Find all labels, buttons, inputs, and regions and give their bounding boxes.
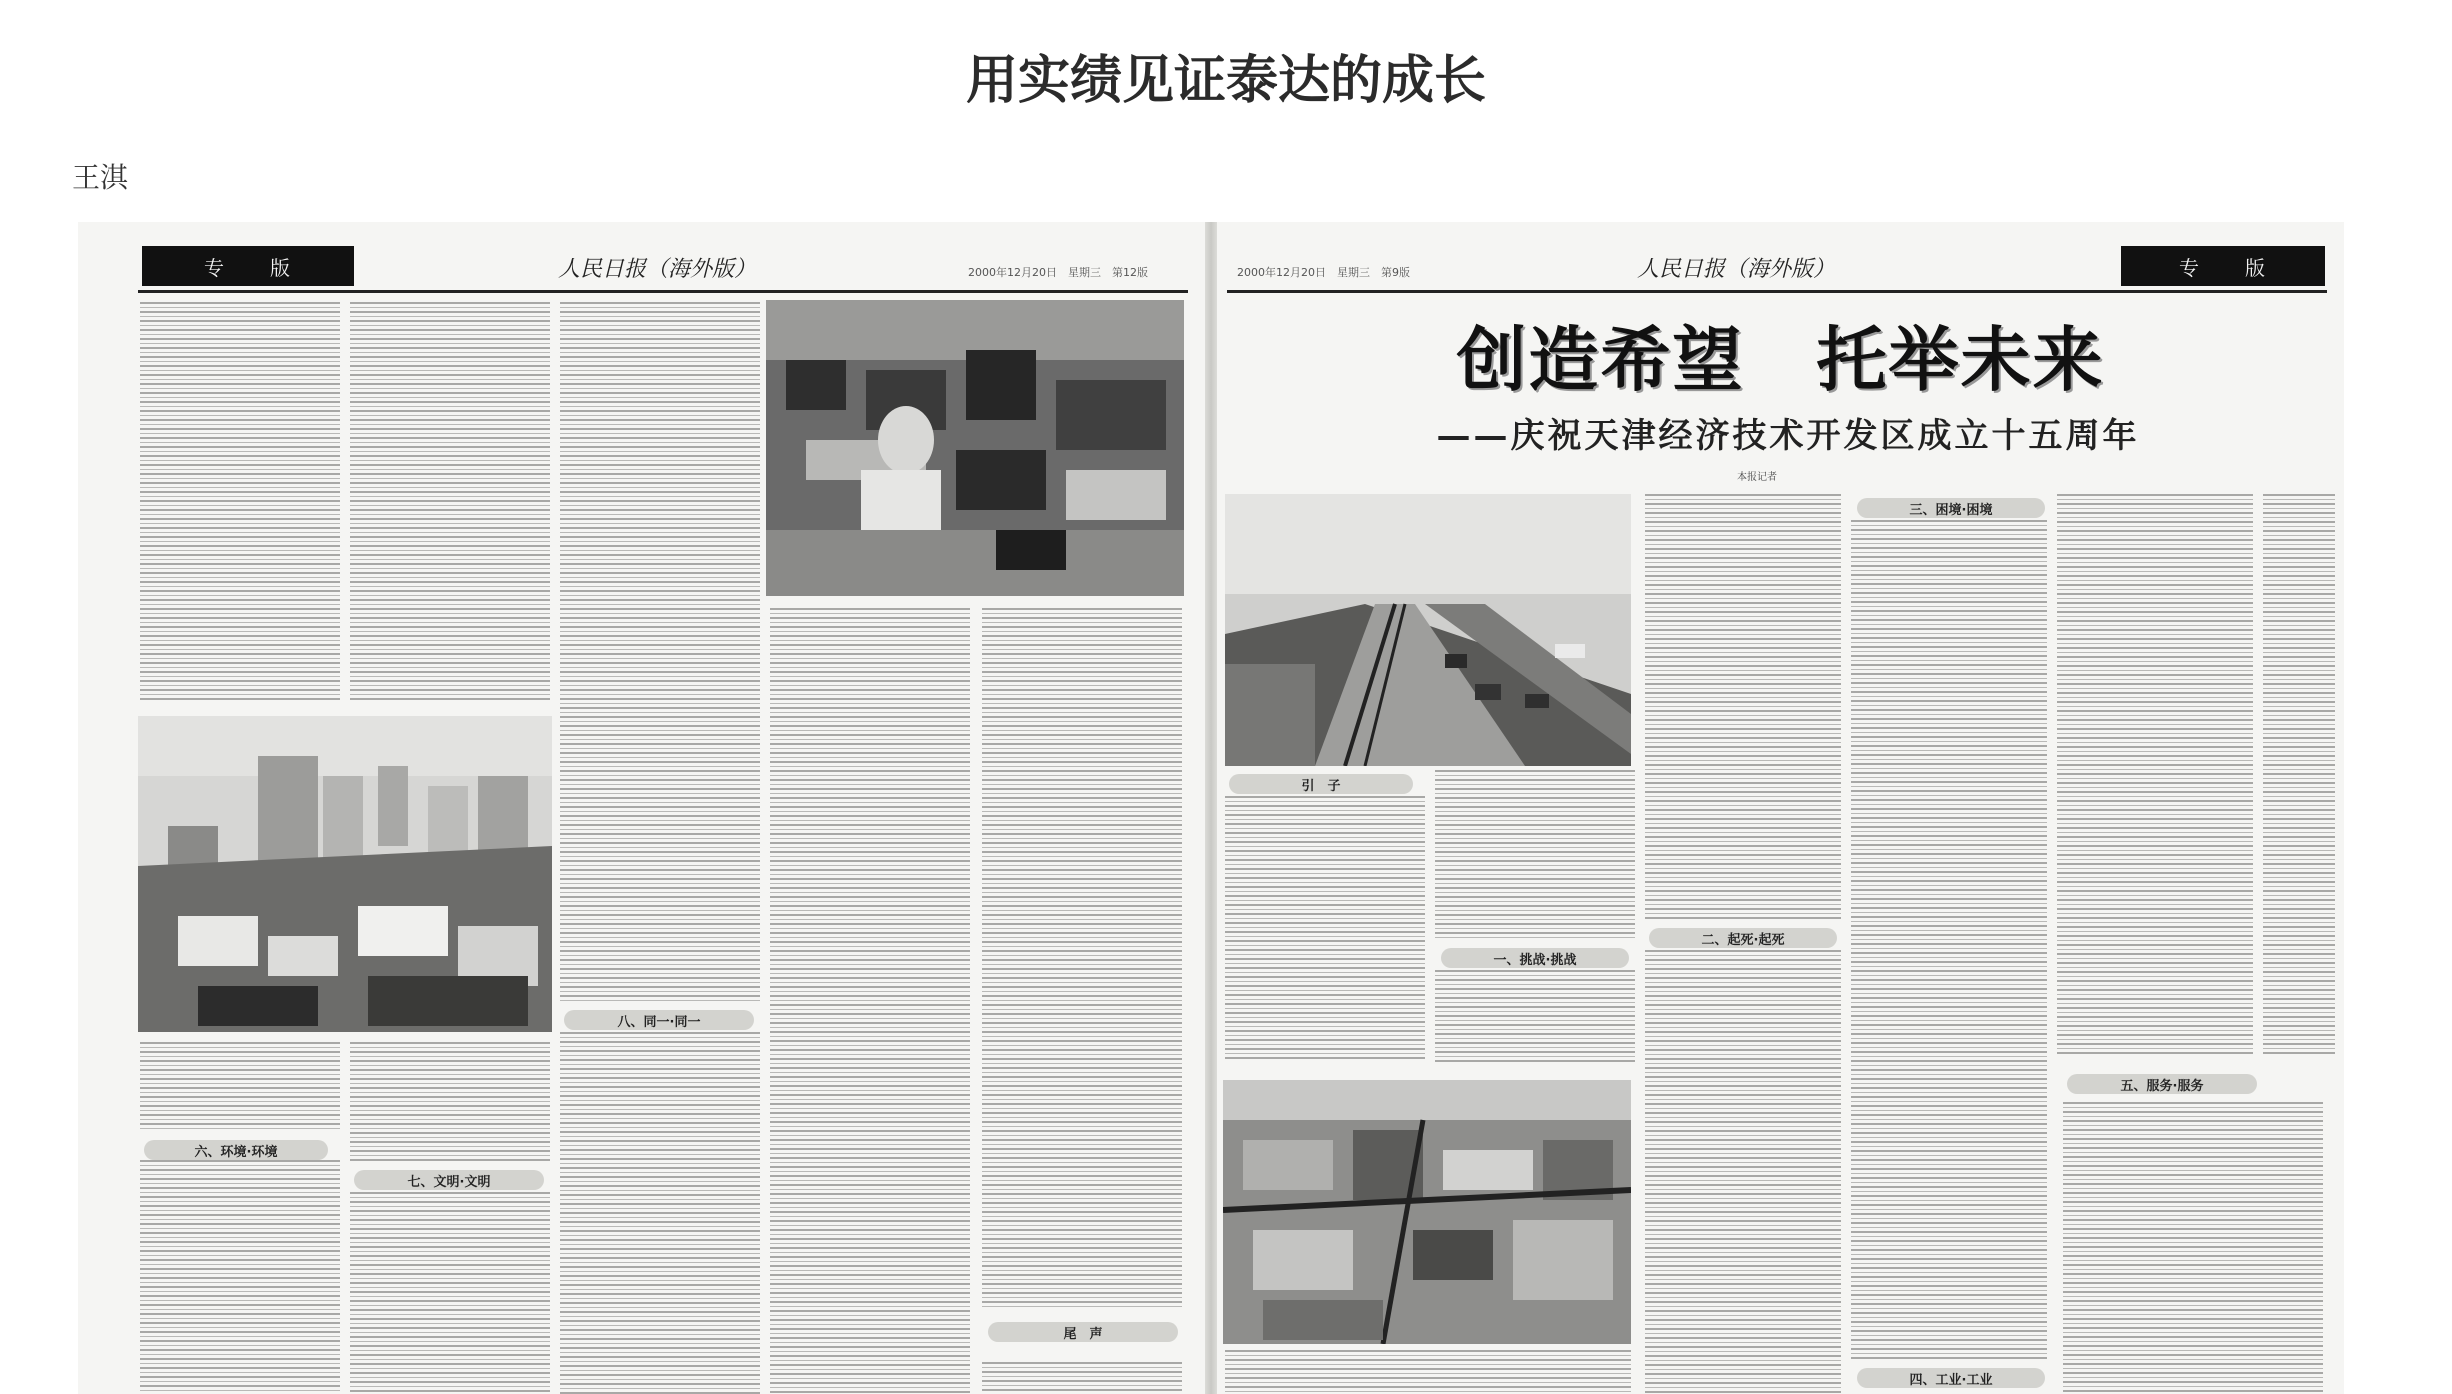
right-paper-name: 人民日报（海外版） <box>1637 257 1836 282</box>
page-fold <box>1205 222 1217 1394</box>
photo-aerial-district <box>1223 1080 1631 1344</box>
left-section-tab: 专 版 <box>142 246 354 286</box>
text-column <box>350 1042 550 1162</box>
text-column <box>1225 796 1425 1062</box>
subhead-epilogue: 尾 声 <box>988 1322 1178 1342</box>
newspaper-right-page <box>1217 222 2344 1394</box>
text-column <box>2063 1102 2323 1394</box>
subhead-civilization: 七、文明·文明 <box>354 1170 544 1190</box>
left-paper-name: 人民日报（海外版） <box>558 257 757 282</box>
subhead-unity: 八、同一·同一 <box>564 1010 754 1030</box>
subhead-industry: 四、工业·工业 <box>1857 1368 2045 1388</box>
subhead-challenge: 一、挑战·挑战 <box>1441 948 1629 968</box>
photo-city-buildings <box>138 716 552 1032</box>
text-column <box>2263 494 2335 1054</box>
text-column <box>2057 494 2253 1054</box>
subhead-service: 五、服务·服务 <box>2067 1074 2257 1094</box>
photo-factory-workshop-image <box>766 300 1184 596</box>
article-title: 用实绩见证泰达的成长 <box>965 51 1486 111</box>
newspaper-scan-image <box>78 222 2344 1394</box>
subhead-difficulty: 三、困境·困境 <box>1857 498 2045 518</box>
text-column <box>982 608 1182 1308</box>
text-column <box>1435 970 1635 1062</box>
text-column <box>560 302 760 1002</box>
text-column <box>560 1032 760 1394</box>
subhead-revival: 二、起死·起死 <box>1649 928 1837 948</box>
left-masthead-rule <box>138 290 1188 293</box>
text-column <box>1645 950 1841 1394</box>
newspaper-left-page <box>78 222 1205 1394</box>
text-column <box>1225 1350 1631 1394</box>
text-column <box>140 1042 340 1132</box>
subhead-environment: 六、环境·环境 <box>144 1140 328 1160</box>
article-author: 王淇 <box>72 161 129 194</box>
subhead-introduction: 引 子 <box>1229 774 1413 794</box>
headline-sub: ——庆祝天津经济技术开发区成立十五周年 <box>1436 416 2140 456</box>
right-section-tab: 专 版 <box>2121 246 2325 286</box>
text-column <box>1645 494 1841 920</box>
text-column <box>140 302 340 702</box>
left-dateline: 2000年12月20日 星期三 第12版 <box>968 266 1148 279</box>
byline: 本报记者 <box>1737 472 1777 483</box>
right-dateline: 2000年12月20日 星期三 第9版 <box>1237 266 1410 279</box>
photo-city-buildings-image <box>138 716 552 1032</box>
right-masthead-rule <box>1227 290 2327 293</box>
text-column <box>1851 520 2047 1360</box>
text-column <box>350 302 550 702</box>
text-column <box>1435 770 1635 940</box>
photo-highway-image <box>1225 494 1631 766</box>
text-column <box>982 1362 1182 1394</box>
text-column <box>350 1192 550 1394</box>
text-column <box>140 1160 340 1394</box>
headline-main: 创造希望 托举未来 <box>1456 319 2105 401</box>
photo-aerial-district-image <box>1223 1080 1631 1344</box>
text-column <box>770 608 970 1394</box>
photo-factory-workshop <box>766 300 1184 596</box>
photo-highway <box>1225 494 1631 766</box>
